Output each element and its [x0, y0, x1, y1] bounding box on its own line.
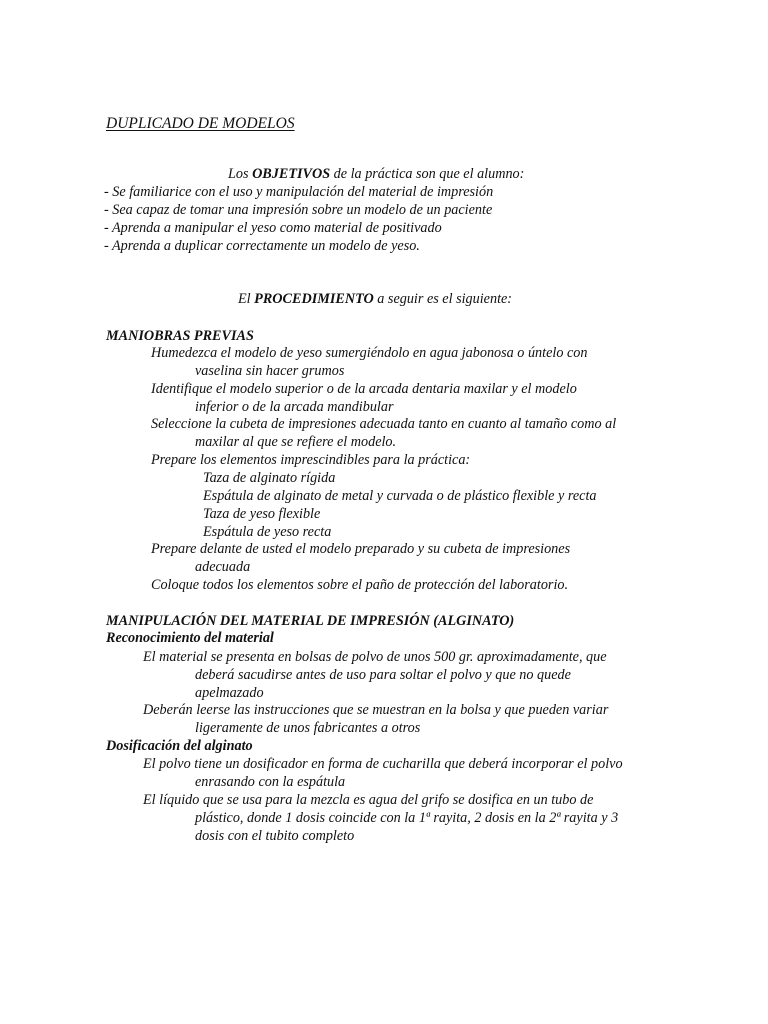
previas-line: adecuada — [195, 559, 251, 575]
alginato-line: enrasando con la espátula — [195, 774, 346, 790]
previas-line: Taza de yeso flexible — [203, 506, 321, 522]
previas-line: maxilar al que se refiere el modelo. — [195, 434, 397, 450]
previas-line: Taza de alginato rígida — [203, 470, 336, 486]
procedure-intro — [238, 291, 512, 309]
alginato-line: dosis con el tubito completo — [195, 828, 355, 844]
alginato-line: ligeramente de unos fabricantes a otros — [195, 720, 421, 736]
objective-item: - Sea capaz de tomar una impresión sobre un modelo de un paciente — [104, 202, 493, 218]
previas-line: vaselina sin hacer grumos — [195, 363, 345, 379]
procedure-intro-post: a seguir es el siguiente: — [373, 291, 513, 307]
previas-line: Humedezca el modelo de yeso sumergiéndolo en agua jabonosa o úntelo con — [151, 345, 588, 361]
previas-line: Prepare delante de usted el modelo preparado y su cubeta de impresiones — [151, 541, 571, 557]
objective-item: - Se familiarice con el uso y manipulación del material de impresión — [104, 184, 494, 200]
alginato-line: apelmazado — [195, 685, 264, 701]
previas-line: Identifique el modelo superior o de la arcada dentaria maxilar y el modelo — [151, 381, 577, 397]
previas-line: Espátula de alginato de metal y curvada o de plástico flexible y recta — [203, 488, 597, 504]
previas-line: Coloque todos los elementos sobre el paño de protección del laboratorio. — [151, 577, 569, 593]
document-title: DUPLICADO DE MODELOS — [106, 115, 295, 132]
alginato-line: deberá sacudirse antes de uso para soltar el polvo y que no quede — [195, 667, 571, 683]
objectives-intro-bold: OBJETIVOS — [252, 166, 331, 182]
alginato-sub-dosificacion: Dosificación del alginato — [106, 738, 253, 754]
previas-line: Prepare los elementos imprescindibles para la práctica: — [151, 452, 471, 468]
previas-line: Espátula de yeso recta — [203, 524, 332, 540]
alginato-line: El material se presenta en bolsas de polvo de unos 500 gr. aproximadamente, que — [143, 649, 607, 665]
objective-item: - Aprenda a manipular el yeso como material de positivado — [104, 220, 442, 236]
objectives-intro — [228, 166, 524, 184]
alginato-line: El líquido que se usa para la mezcla es agua del grifo se dosifica en un tubo de — [143, 792, 594, 808]
alginato-line: Deberán leerse las instrucciones que se muestran en la bolsa y que pueden variar — [143, 702, 609, 718]
objectives-intro-post: de la práctica son que el alumno: — [330, 166, 525, 182]
objectives-intro-pre: Los — [228, 166, 253, 182]
objective-item: - Aprenda a duplicar correctamente un modelo de yeso. — [104, 238, 420, 254]
alginato-sub-reconocimiento: Reconocimiento del material — [106, 630, 274, 646]
previas-line: Seleccione la cubeta de impresiones adecuada tanto en cuanto al tamaño como al — [151, 416, 617, 432]
previas-heading: MANIOBRAS PREVIAS — [106, 328, 254, 344]
alginato-line: plástico, donde 1 dosis coincide con la 1ª rayita, 2 dosis en la 2ª rayita y 3 — [195, 810, 619, 826]
previas-line: inferior o de la arcada mandibular — [195, 399, 394, 415]
alginato-line: El polvo tiene un dosificador en forma de cucharilla que deberá incorporar el polvo — [143, 756, 623, 772]
procedure-intro-bold: PROCEDIMIENTO — [254, 291, 374, 307]
procedure-intro-pre: El — [238, 291, 255, 307]
alginato-heading: MANIPULACIÓN DEL MATERIAL DE IMPRESIÓN (ALGINATO) — [106, 613, 515, 629]
